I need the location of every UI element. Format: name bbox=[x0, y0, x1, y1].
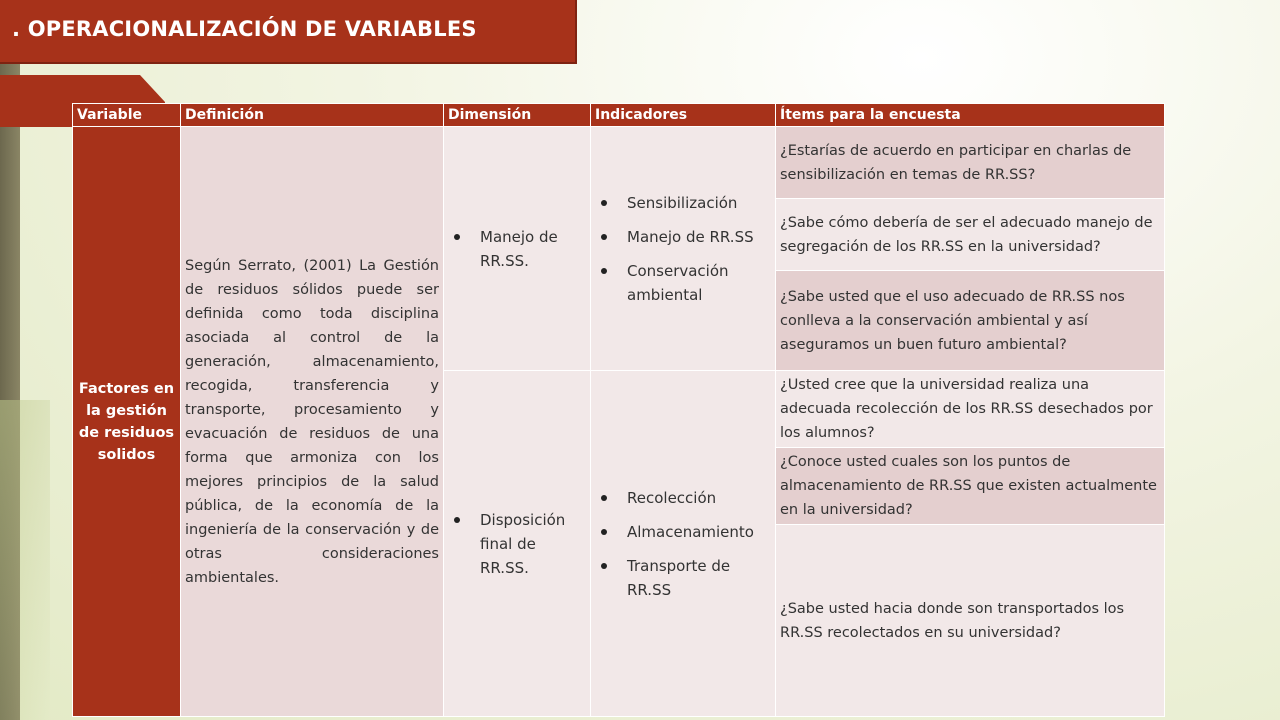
indicators-cell-2 bbox=[591, 371, 776, 717]
dimension-list-1 bbox=[448, 225, 586, 273]
definition-text: Según Serrato, (2001) La Gestión de residuos sólidos puede ser definida como toda disciplina asociada al control de la generación, almacenamiento, recogida, transferencia y transporte, procesamiento y evacuación de residuos de una forma que armoniza con los mejores principios de la salud pública, de la economía de la ingeniería de la conservación y de otras consideraciones ambientales. bbox=[185, 257, 439, 586]
survey-item: ¿Conoce usted cuales son los puntos de almacenamiento de RR.SS que existen actualmente en la universidad? bbox=[776, 448, 1165, 525]
dimension-cell-2 bbox=[444, 371, 591, 717]
dimension-list-2 bbox=[448, 508, 586, 580]
header-definicion: Definición bbox=[181, 104, 444, 127]
dimension-item: Disposición final de RR.SS. bbox=[448, 508, 586, 580]
dimension-cell-1 bbox=[444, 127, 591, 371]
header-dimension: Dimensión bbox=[444, 104, 591, 127]
indicator-item: Transporte de RR.SS bbox=[595, 554, 771, 602]
table-header-row bbox=[73, 104, 1165, 127]
variable-cell bbox=[73, 127, 181, 717]
definition-cell bbox=[181, 127, 444, 717]
header-variable: Variable bbox=[73, 104, 181, 127]
indicators-list-2 bbox=[595, 486, 771, 602]
operationalization-table-wrapper bbox=[72, 103, 1164, 717]
survey-item: ¿Sabe cómo debería de ser el adecuado manejo de segregación de los RR.SS en la universidad? bbox=[776, 199, 1165, 271]
title-banner bbox=[0, 0, 577, 64]
survey-item: ¿Usted cree que la universidad realiza una adecuada recolección de los RR.SS desechados por los alumnos? bbox=[776, 371, 1165, 448]
header-indicadores: Indicadores bbox=[591, 104, 776, 127]
page-title: . OPERACIONALIZACIÓN DE VARIABLES bbox=[12, 17, 477, 41]
variable-name: Factores en la gestión de residuos solidos bbox=[78, 380, 175, 463]
indicator-item: Almacenamiento bbox=[595, 520, 771, 544]
header-items: Ítems para la encuesta bbox=[776, 104, 1165, 127]
survey-item: ¿Sabe usted que el uso adecuado de RR.SS nos conlleva a la conservación ambiental y así aseguramos un buen futuro ambiental? bbox=[776, 271, 1165, 371]
decorative-green-shape bbox=[0, 400, 50, 720]
dimension-item: Manejo de RR.SS. bbox=[448, 225, 586, 273]
survey-item: ¿Sabe usted hacia donde son transportados los RR.SS recolectados en su universidad? bbox=[776, 525, 1165, 717]
survey-item: ¿Estarías de acuerdo en participar en charlas de sensibilización en temas de RR.SS? bbox=[776, 127, 1165, 199]
operationalization-table bbox=[72, 103, 1165, 717]
indicator-item: Manejo de RR.SS bbox=[595, 225, 771, 249]
indicator-item: Recolección bbox=[595, 486, 771, 510]
indicators-cell-1 bbox=[591, 127, 776, 371]
indicator-item: Conservación ambiental bbox=[595, 259, 771, 307]
indicator-item: Sensibilización bbox=[595, 191, 771, 215]
table-row bbox=[73, 127, 1165, 199]
indicators-list-1 bbox=[595, 191, 771, 307]
